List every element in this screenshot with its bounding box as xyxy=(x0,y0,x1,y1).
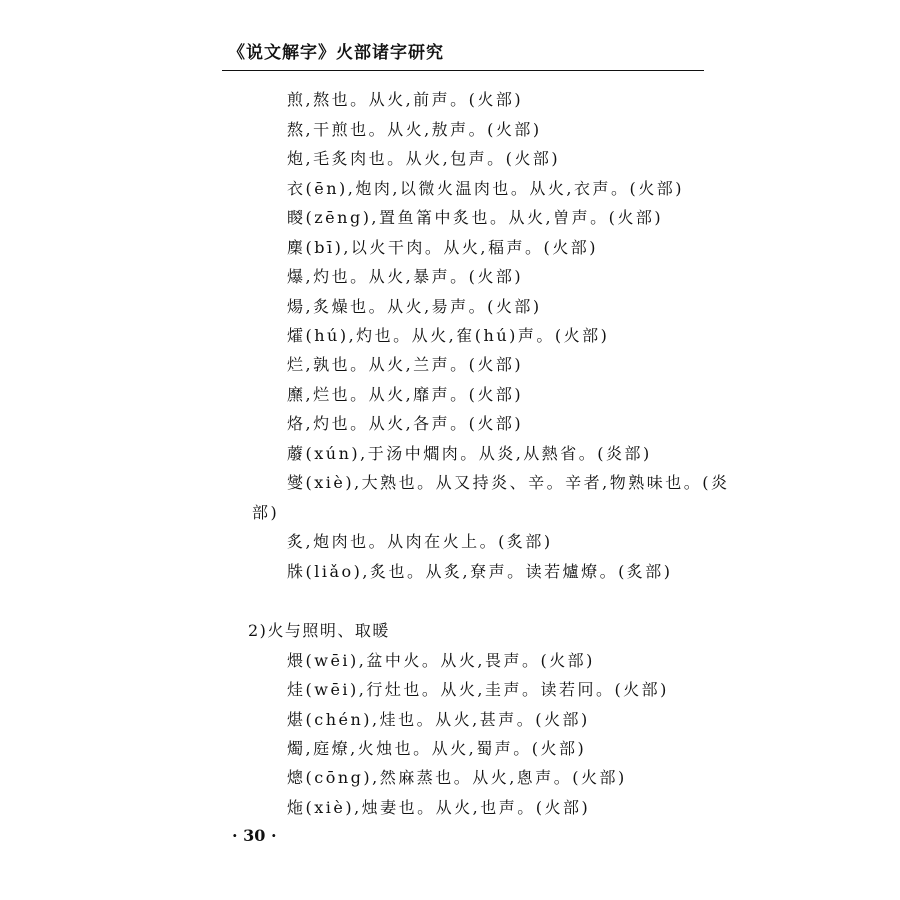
dictionary-entry: 炮,毛炙肉也。从火,包声。(火部) xyxy=(287,149,561,168)
entry-continuation: 部) xyxy=(252,503,280,522)
running-header-title: 《说文解字》火部诸字研究 xyxy=(228,43,444,63)
dictionary-entry: 爢,烂也。从火,靡声。(火部) xyxy=(287,385,524,404)
dictionary-entry: 㸌(hú),灼也。从火,隺(hú)声。(火部) xyxy=(287,326,610,345)
dictionary-entry: 炧(xiè),烛妻也。从火,也声。(火部) xyxy=(287,798,591,817)
dictionary-entry: 䁓(zēng),置鱼筩中炙也。从火,曽声。(火部) xyxy=(287,208,664,227)
section-heading: 2)火与照明、取暖 xyxy=(248,621,390,640)
dictionary-entry: 烂,孰也。从火,兰声。(火部) xyxy=(287,355,524,374)
dictionary-entry: 爆,灼也。从火,暴声。(火部) xyxy=(287,267,524,286)
dictionary-entry: 烓(wēi),行灶也。从火,圭声。读若冋。(火部) xyxy=(287,680,669,699)
dictionary-entry: 煨(wēi),盆中火。从火,畏声。(火部) xyxy=(287,651,595,670)
dictionary-entry: 䕠(xún),于汤中爓肉。从炎,从熱省。(炎部) xyxy=(287,444,652,463)
dictionary-entry: 熬,干煎也。从火,敖声。(火部) xyxy=(287,120,542,139)
dictionary-entry: 㸡(liǎo),炙也。从炙,尞声。读若爐燎。(炙部) xyxy=(287,562,673,581)
header-rule xyxy=(222,70,704,71)
dictionary-entry: 燭,庭燎,火烛也。从火,蜀声。(火部) xyxy=(287,739,587,758)
dictionary-entry: 煬,炙燥也。从火,昜声。(火部) xyxy=(287,297,542,316)
dictionary-entry: 䴢(bī),以火干肉。从火,稫声。(火部) xyxy=(287,238,599,257)
dictionary-entry: 烙,灼也。从火,各声。(火部) xyxy=(287,414,524,433)
dictionary-entry: 燮(xiè),大熟也。从又持炎、辛。辛者,物熟味也。(炎 xyxy=(287,473,730,492)
page-number: · 30 · xyxy=(232,826,277,845)
dictionary-entry: 炙,炮肉也。从肉在火上。(炙部) xyxy=(287,532,553,551)
dictionary-entry: 熜(cōng),然麻蒸也。从火,悤声。(火部) xyxy=(287,768,627,787)
dictionary-entry: 煎,熬也。从火,前声。(火部) xyxy=(287,90,524,109)
dictionary-entry: 煁(chén),烓也。从火,甚声。(火部) xyxy=(287,710,590,729)
dictionary-entry: 衣(ēn),炮肉,以微火温肉也。从火,衣声。(火部) xyxy=(287,179,685,198)
